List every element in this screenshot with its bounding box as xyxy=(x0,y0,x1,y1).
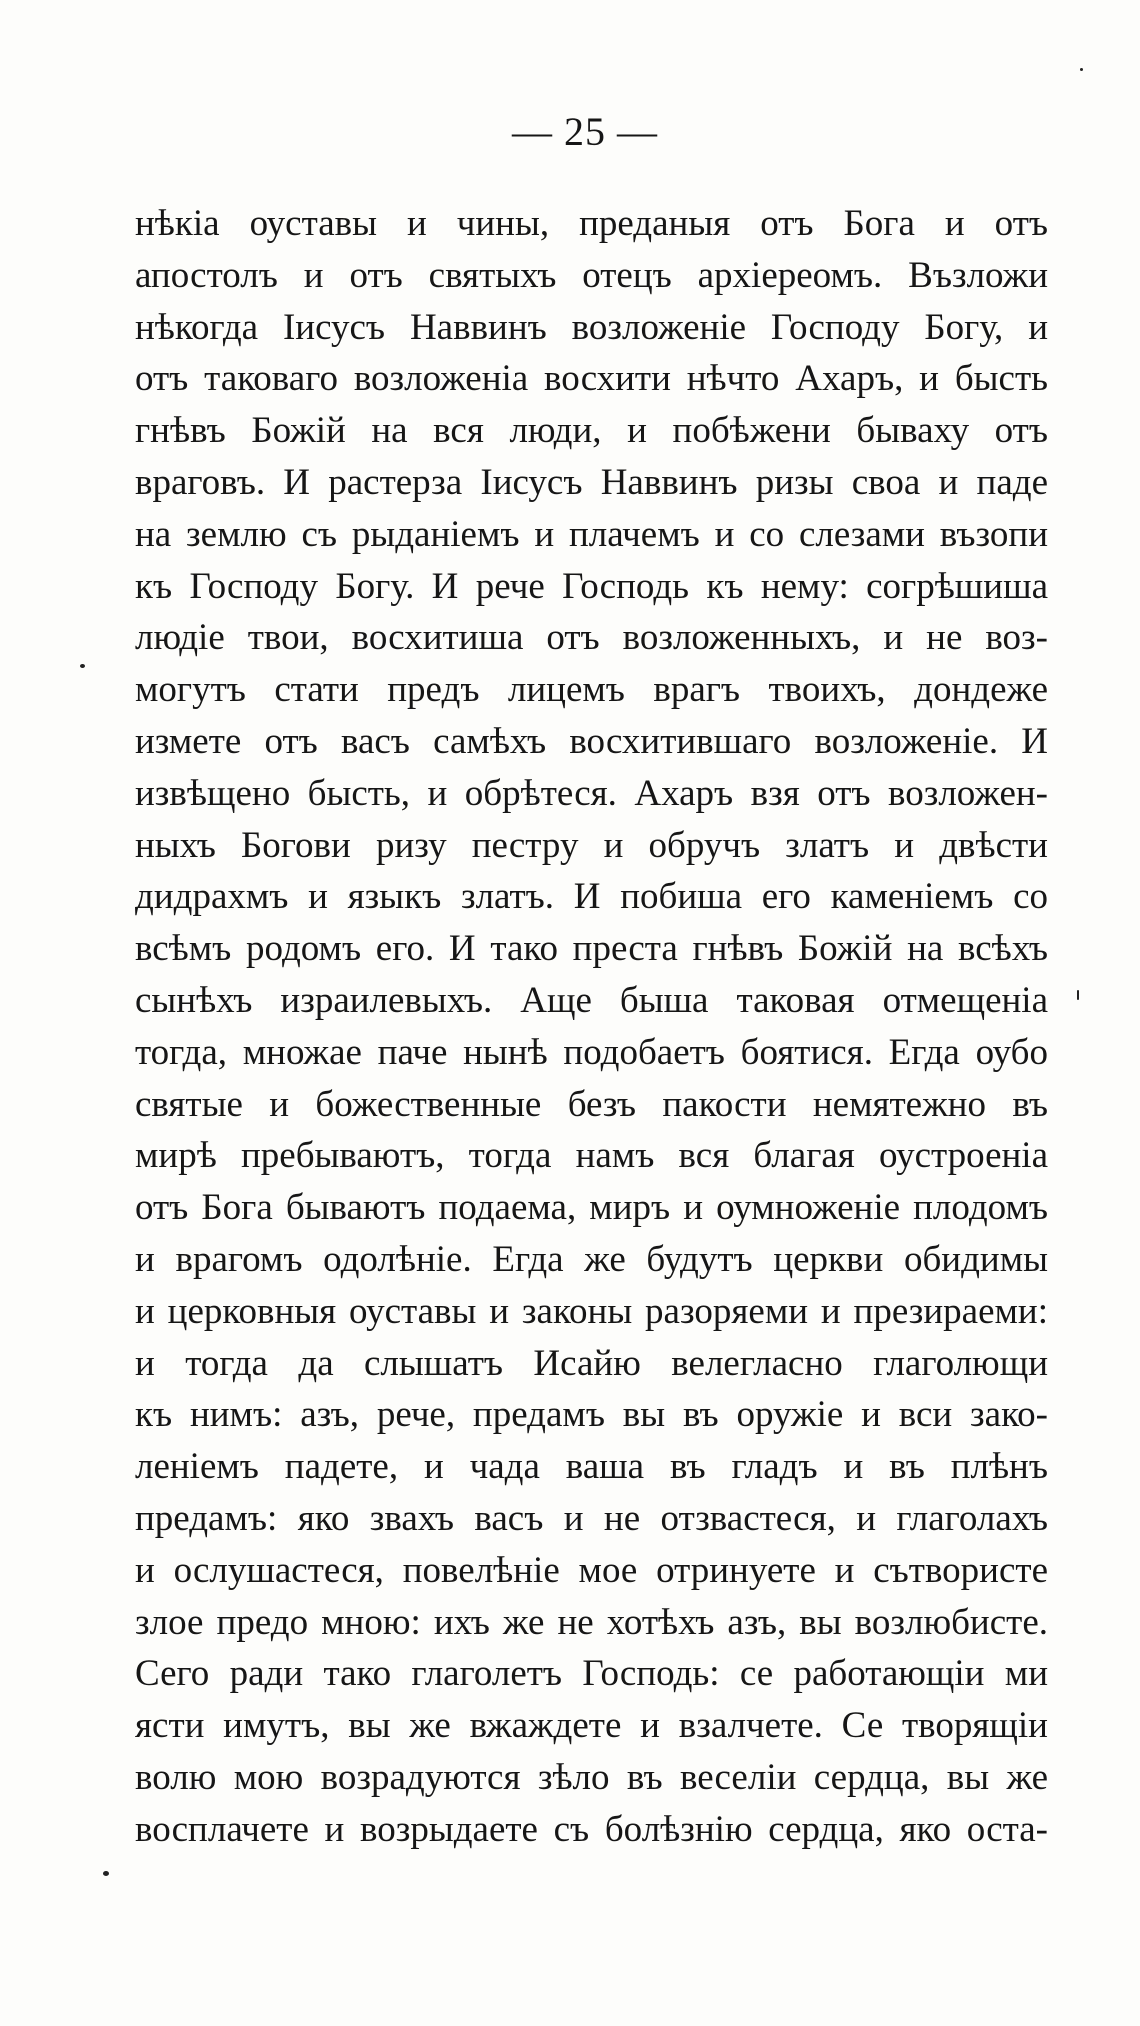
text-line: злое предо мною: ихъ же не хотѣхъ азъ, вы возлюбисте. xyxy=(135,1601,1048,1643)
text-line: отъ таковаго возложеніа восхити нѣчто Ахаръ, и бысть xyxy=(135,358,1048,400)
text-line: восплачете и возрыдаете съ болѣзнію сердца, яко оста- xyxy=(135,1808,1048,1850)
text-line: и тогда да слышатъ Исайю велегласно глаголющи xyxy=(135,1342,1048,1384)
print-speck xyxy=(80,664,85,668)
text-line: нѣкогда Іисусъ Наввинъ возложеніе Господу Богу, и xyxy=(135,306,1048,348)
text-line: враговъ. И растерза Іисусъ Наввинъ ризы своа и паде xyxy=(135,461,1048,503)
text-line: волю мою возрадуются зѣло въ веселіи сердца, вы же xyxy=(135,1756,1048,1798)
text-line: дидрахмъ и языкъ златъ. И побиша его каменіемъ со xyxy=(135,876,1048,918)
text-line: всѣмъ родомъ его. И тако преста гнѣвъ Божій на всѣхъ xyxy=(135,928,1048,970)
text-line: апостолъ и отъ святыхъ отецъ архіереомъ. Възложи xyxy=(135,254,1048,296)
text-line: измете отъ васъ самѣхъ восхитившаго возложеніе. И xyxy=(135,720,1048,762)
text-line: гнѣвъ Божій на вся люди, и побѣжени бываху отъ xyxy=(135,410,1048,452)
print-speck xyxy=(1080,68,1083,71)
text-line: и врагомъ одолѣніе. Егда же будутъ церкви обидимы xyxy=(135,1238,1048,1280)
text-line: святые и божественные безъ пакости немятежно въ xyxy=(135,1083,1048,1125)
text-line: нѣкіа оуставы и чины, преданыя отъ Бога и отъ xyxy=(135,203,1048,244)
text-line: людіе твои, восхитиша отъ возложенныхъ, и не воз- xyxy=(135,617,1048,659)
text-line: Сего ради тако глаголетъ Господь: се работающіи ми xyxy=(135,1653,1048,1695)
text-line: отъ Бога бываютъ подаема, миръ и оумноженіе плодомъ xyxy=(135,1187,1048,1229)
text-line: тогда, множае паче нынѣ подобаетъ боятися. Егда оубо xyxy=(135,1031,1048,1073)
text-line: предамъ: яко звахъ васъ и не отзвастеся, и глаголахъ xyxy=(135,1497,1048,1539)
text-line: ныхъ Богови ризу пестру и обручъ златъ и двѣсти xyxy=(135,824,1048,866)
text-line: сынѣхъ израилевыхъ. Аще быша таковая отмещеніа xyxy=(135,979,1048,1021)
text-line: на землю съ рыданіемъ и плачемъ и со слезами възопи xyxy=(135,513,1048,555)
print-speck xyxy=(103,1871,109,1876)
text-line: и ослушастеся, повелѣніе мое отринуете и сътвористе xyxy=(135,1549,1048,1591)
print-speck xyxy=(1077,990,1079,1000)
text-line: къ Господу Богу. И рече Господь къ нему: согрѣшиша xyxy=(135,565,1048,607)
text-line: и церковныя оуставы и законы разоряеми и презираеми: xyxy=(135,1290,1048,1332)
text-line: извѣщено бысть, и обрѣтеся. Ахаръ взя отъ возложен- xyxy=(135,772,1048,814)
text-line: мирѣ пребываютъ, тогда намъ вся благая оустроеніа xyxy=(135,1135,1048,1177)
page-number: — 25 — xyxy=(512,109,658,154)
text-line: могутъ стати предъ лицемъ врагъ твоихъ, дондеже xyxy=(135,669,1048,711)
body-text xyxy=(135,198,1048,1856)
text-line: къ нимъ: азъ, рече, предамъ вы въ оружіе и вси зако- xyxy=(135,1394,1048,1436)
text-line: ясти имутъ, вы же вжаждете и взалчете. Се творящіи xyxy=(135,1705,1048,1747)
text-line: леніемъ падете, и чада ваша въ гладъ и въ плѣнъ xyxy=(135,1446,1048,1488)
